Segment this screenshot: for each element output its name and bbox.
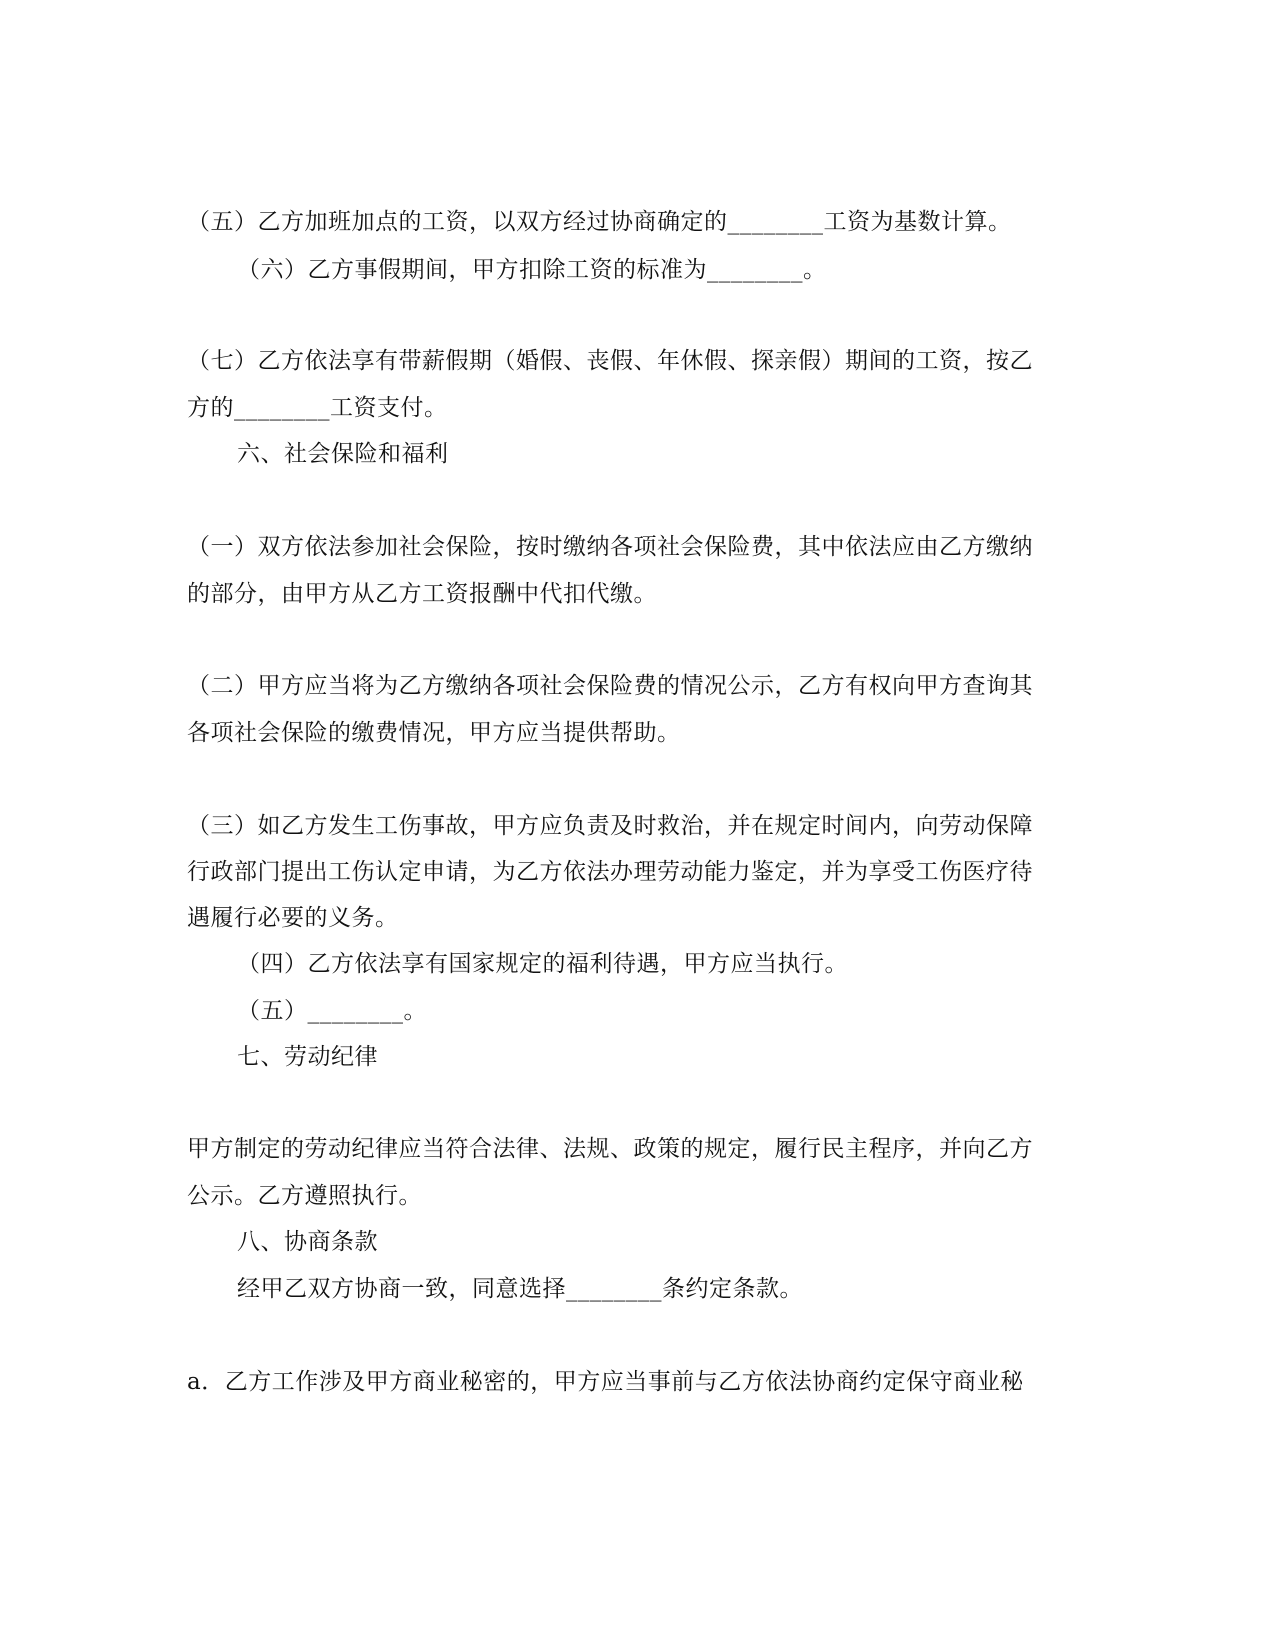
section-7-body-line-1: 甲方制定的劳动纪律应当符合法律、法规、政策的规定，履行民主程序，并向乙方 xyxy=(187,1136,1033,1162)
section-6-clause-3-line-2: 行政部门提出工伤认定申请，为乙方依法办理劳动能力鉴定，并为享受工伤医疗待 xyxy=(187,859,1033,885)
section-6-clause-2-line-2: 各项社会保险的缴费情况，甲方应当提供帮助。 xyxy=(187,720,681,746)
section-8-option-a: a．乙方工作涉及甲方商业秘密的，甲方应当事前与乙方依法协商约定保守商业秘 xyxy=(187,1369,1024,1395)
clause-6-personal-leave: （六）乙方事假期间，甲方扣除工资的标准为________。 xyxy=(237,257,827,283)
section-7-heading: 七、劳动纪律 xyxy=(237,1044,378,1070)
clause-7-paid-leave-line-2: 方的________工资支付。 xyxy=(187,395,448,421)
section-8-heading: 八、协商条款 xyxy=(237,1229,378,1255)
section-8-body: 经甲乙双方协商一致，同意选择________条约定条款。 xyxy=(237,1276,803,1302)
section-6-clause-3-line-3: 遇履行必要的义务。 xyxy=(187,905,399,931)
clause-5-overtime-wage: （五）乙方加班加点的工资，以双方经过协商确定的________工资为基数计算。 xyxy=(187,209,1012,235)
section-6-clause-5: （五）________。 xyxy=(237,998,427,1024)
section-6-clause-1-line-1: （一）双方依法参加社会保险，按时缴纳各项社会保险费，其中依法应由乙方缴纳 xyxy=(187,534,1033,560)
section-6-clause-4: （四）乙方依法享有国家规定的福利待遇，甲方应当执行。 xyxy=(237,951,848,977)
section-6-heading: 六、社会保险和福利 xyxy=(237,441,449,467)
section-6-clause-2-line-1: （二）甲方应当将为乙方缴纳各项社会保险费的情况公示，乙方有权向甲方查询其 xyxy=(187,673,1033,699)
section-6-clause-3-line-1: （三）如乙方发生工伤事故，甲方应负责及时救治，并在规定时间内，向劳动保障 xyxy=(187,813,1033,839)
clause-7-paid-leave-line-1: （七）乙方依法享有带薪假期（婚假、丧假、年休假、探亲假）期间的工资，按乙 xyxy=(187,348,1033,374)
section-6-clause-1-line-2: 的部分，由甲方从乙方工资报酬中代扣代缴。 xyxy=(187,581,657,607)
section-7-body-line-2: 公示。乙方遵照执行。 xyxy=(187,1183,422,1209)
